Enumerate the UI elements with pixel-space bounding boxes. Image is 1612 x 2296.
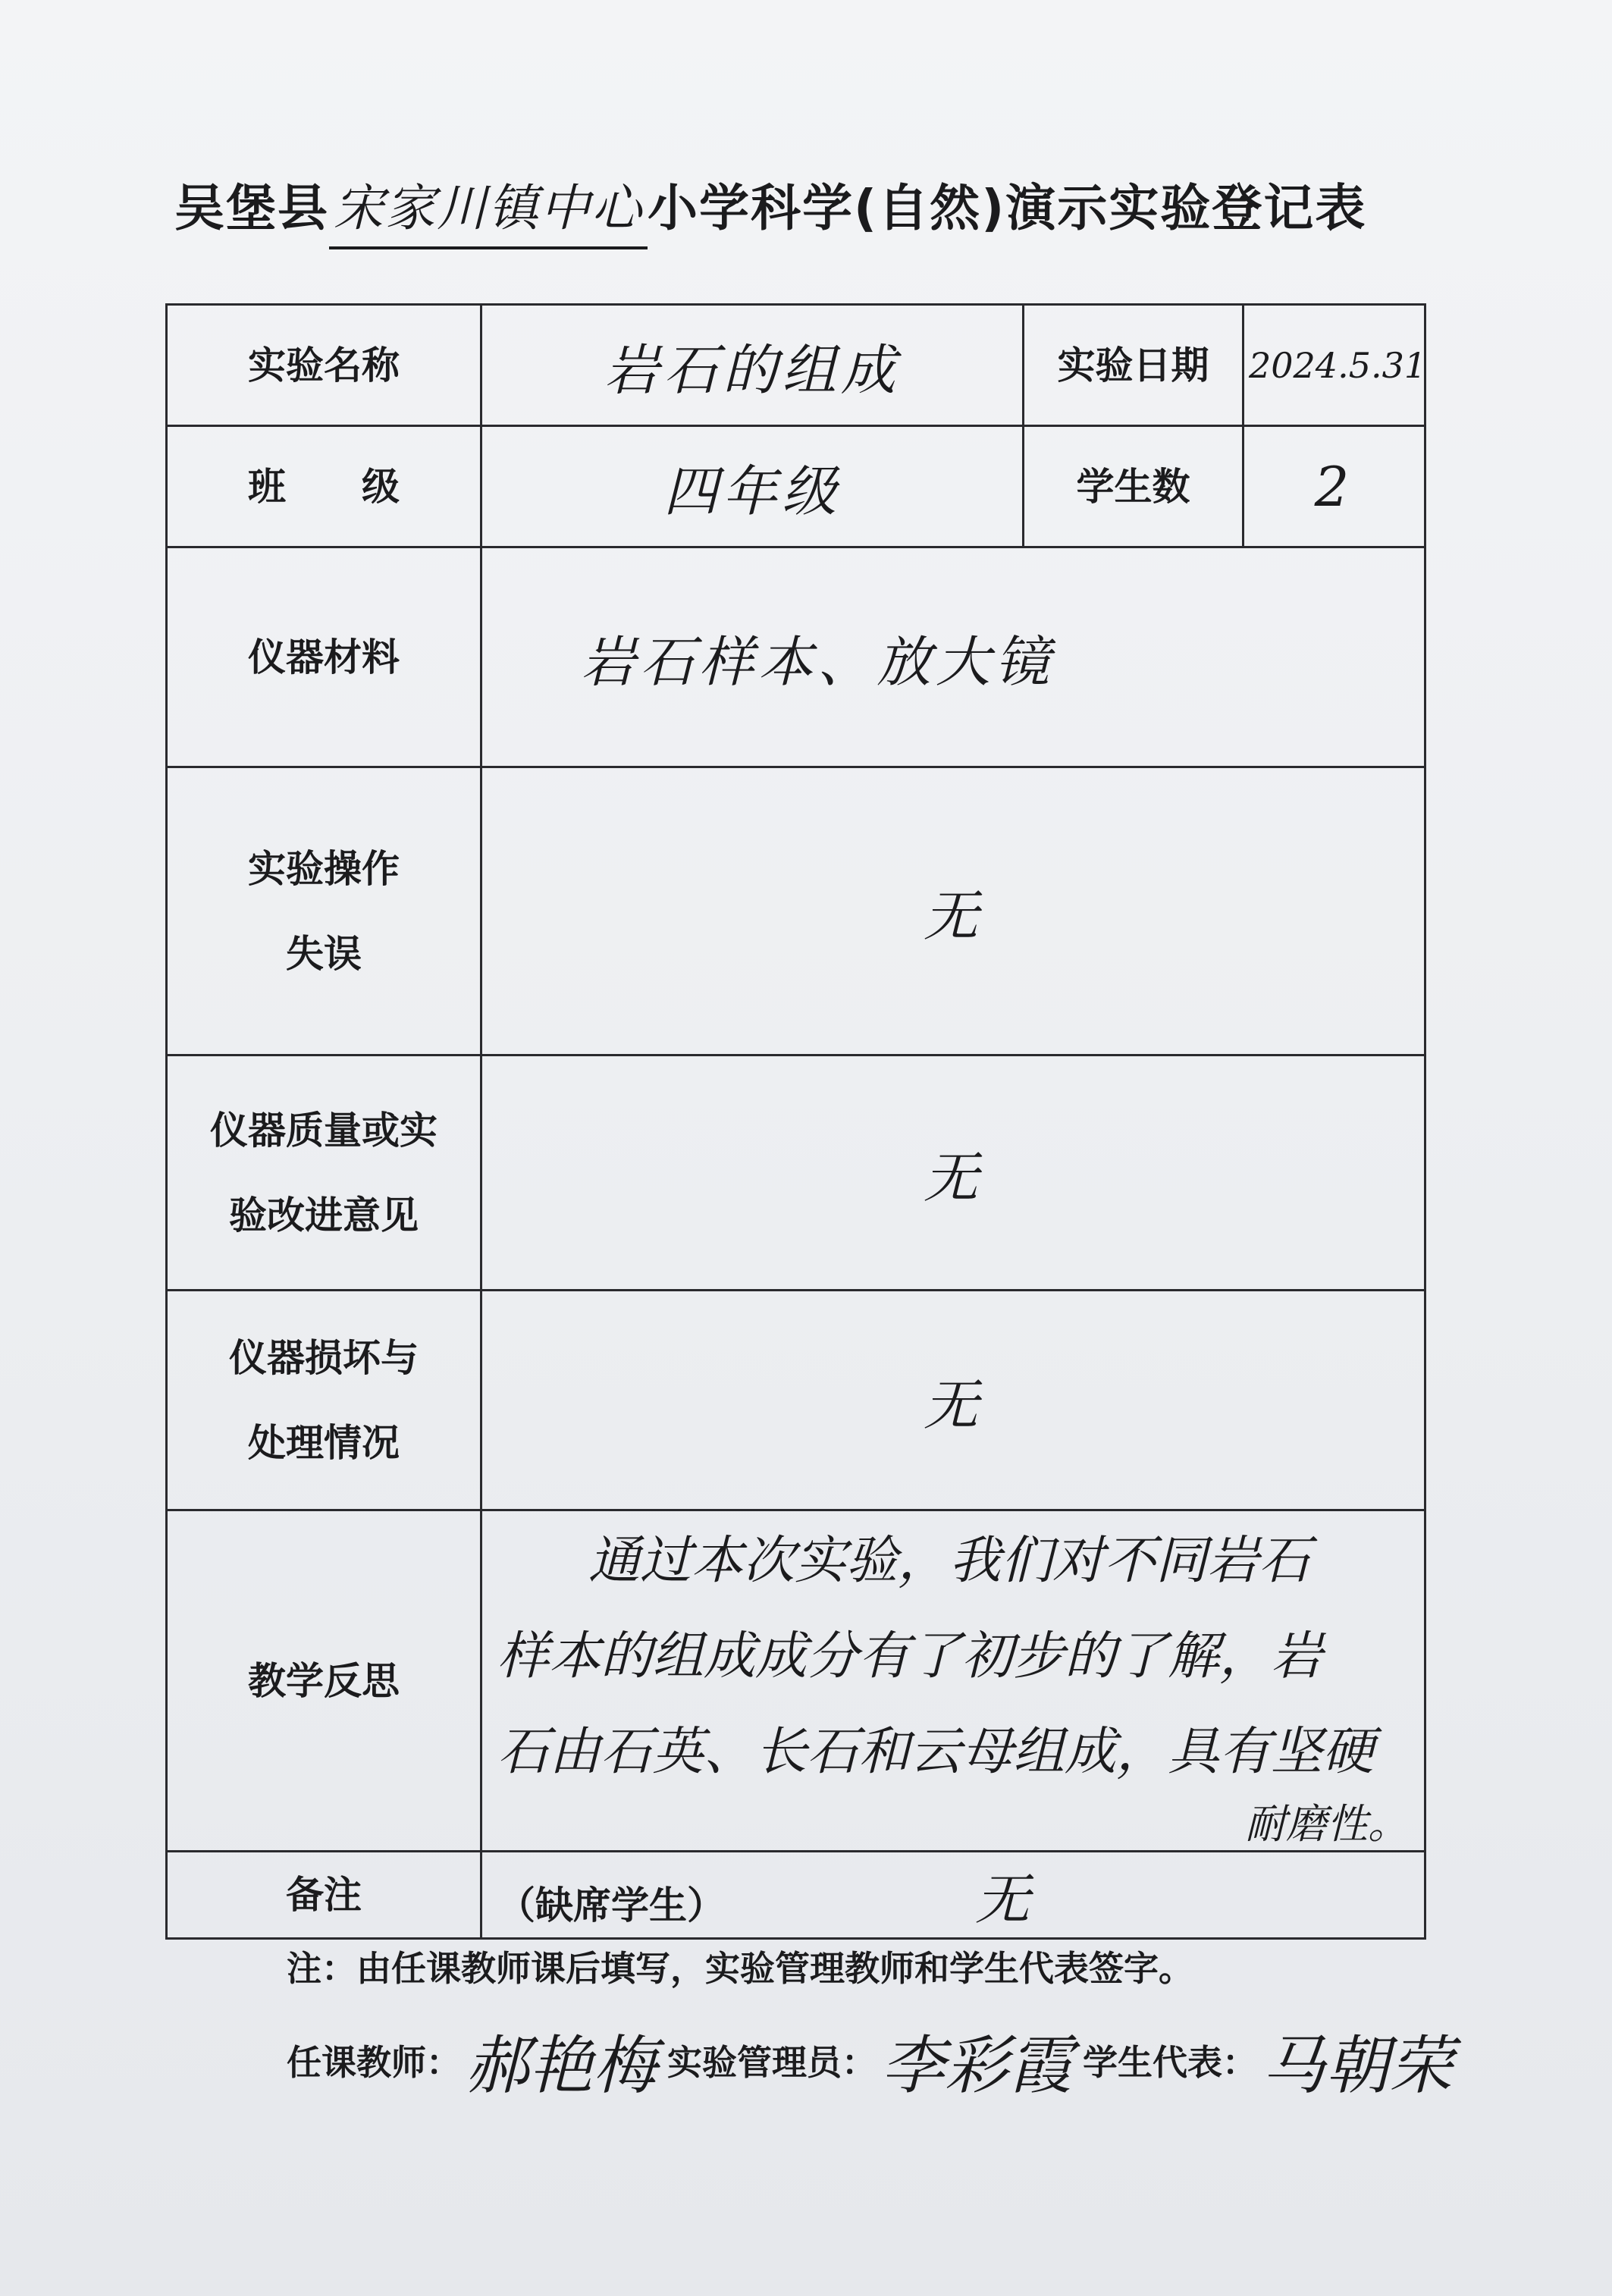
row-experiment-name xyxy=(167,305,1425,426)
manager-signature: 李彩霞 xyxy=(881,2028,1073,2103)
value-damage: 无 xyxy=(481,1291,1425,1510)
value-class: 四年级 xyxy=(481,426,1024,547)
signature-line xyxy=(287,2017,1463,2111)
row-class xyxy=(167,426,1425,547)
label-experiment-date: 实验日期 xyxy=(1024,305,1243,426)
row-damage xyxy=(167,1291,1425,1510)
student-rep-label: 学生代表： xyxy=(1083,2042,1258,2083)
title-county: 吴堡县 xyxy=(174,179,329,237)
label-damage xyxy=(167,1291,481,1510)
label-operation-errors-line1: 实验操作 xyxy=(248,846,400,891)
reflection-line-3: 石由石英、长石和云母组成，具有坚硬 xyxy=(497,1721,1375,1782)
reflection-line-2: 样本的组成成分有了初步的了解，岩 xyxy=(497,1626,1323,1686)
label-class: 班 级 xyxy=(167,426,481,547)
value-quality-opinion: 无 xyxy=(481,1055,1425,1291)
label-quality-opinion-line2: 验改进意见 xyxy=(229,1193,419,1237)
value-remarks xyxy=(481,1852,1425,1939)
label-student-count: 学生数 xyxy=(1024,426,1243,547)
teacher-signature: 郝艳梅 xyxy=(466,2028,657,2103)
label-quality-opinion xyxy=(167,1055,481,1291)
reflection-line-1-text: 通过本次实验，我们对不同岩石 xyxy=(588,1530,1311,1591)
value-experiment-name: 岩石的组成 xyxy=(481,305,1024,426)
label-operation-errors xyxy=(167,767,481,1055)
row-remarks xyxy=(167,1852,1425,1939)
value-instruments: 岩石样本、放大镜 xyxy=(481,547,1425,767)
manager-label: 实验管理员： xyxy=(667,2042,877,2083)
value-experiment-date: 2024.5.31 xyxy=(1243,305,1425,426)
value-student-count: 2 xyxy=(1243,426,1425,547)
row-operation-errors xyxy=(167,767,1425,1055)
value-operation-errors: 无 xyxy=(481,767,1425,1055)
remarks-absent-label: （缺席学生） xyxy=(497,1884,725,1927)
label-remarks: 备注 xyxy=(167,1852,481,1939)
row-instruments xyxy=(167,547,1425,767)
student-rep-signature: 马朝荣 xyxy=(1262,2028,1454,2103)
row-reflection xyxy=(167,1510,1425,1852)
label-damage-line2: 处理情况 xyxy=(248,1420,400,1465)
remarks-value: 无 xyxy=(975,1868,1030,1931)
label-instruments: 仪器材料 xyxy=(167,547,481,767)
form-title xyxy=(174,171,1366,249)
label-operation-errors-line2: 失误 xyxy=(286,931,362,976)
label-experiment-name: 实验名称 xyxy=(167,305,481,426)
reflection-line-1 xyxy=(497,1513,1409,1609)
title-suffix: 小学科学(自然)演示实验登记表 xyxy=(648,179,1367,237)
row-quality-opinion xyxy=(167,1055,1425,1291)
registration-table xyxy=(165,303,1426,1940)
label-quality-opinion-line1: 仪器质量或实 xyxy=(210,1108,437,1153)
value-reflection xyxy=(481,1510,1425,1852)
label-damage-line1: 仪器损坏与 xyxy=(229,1335,419,1380)
reflection-line-4: 耐磨性。 xyxy=(1245,1799,1409,1848)
footer-note: 注：由任课教师课后填写，实验管理教师和学生代表签字。 xyxy=(287,1948,1193,1989)
label-reflection: 教学反思 xyxy=(167,1510,481,1852)
teacher-label: 任课教师： xyxy=(287,2042,461,2083)
title-school-handwritten: 宋家川镇中心 xyxy=(329,171,648,249)
